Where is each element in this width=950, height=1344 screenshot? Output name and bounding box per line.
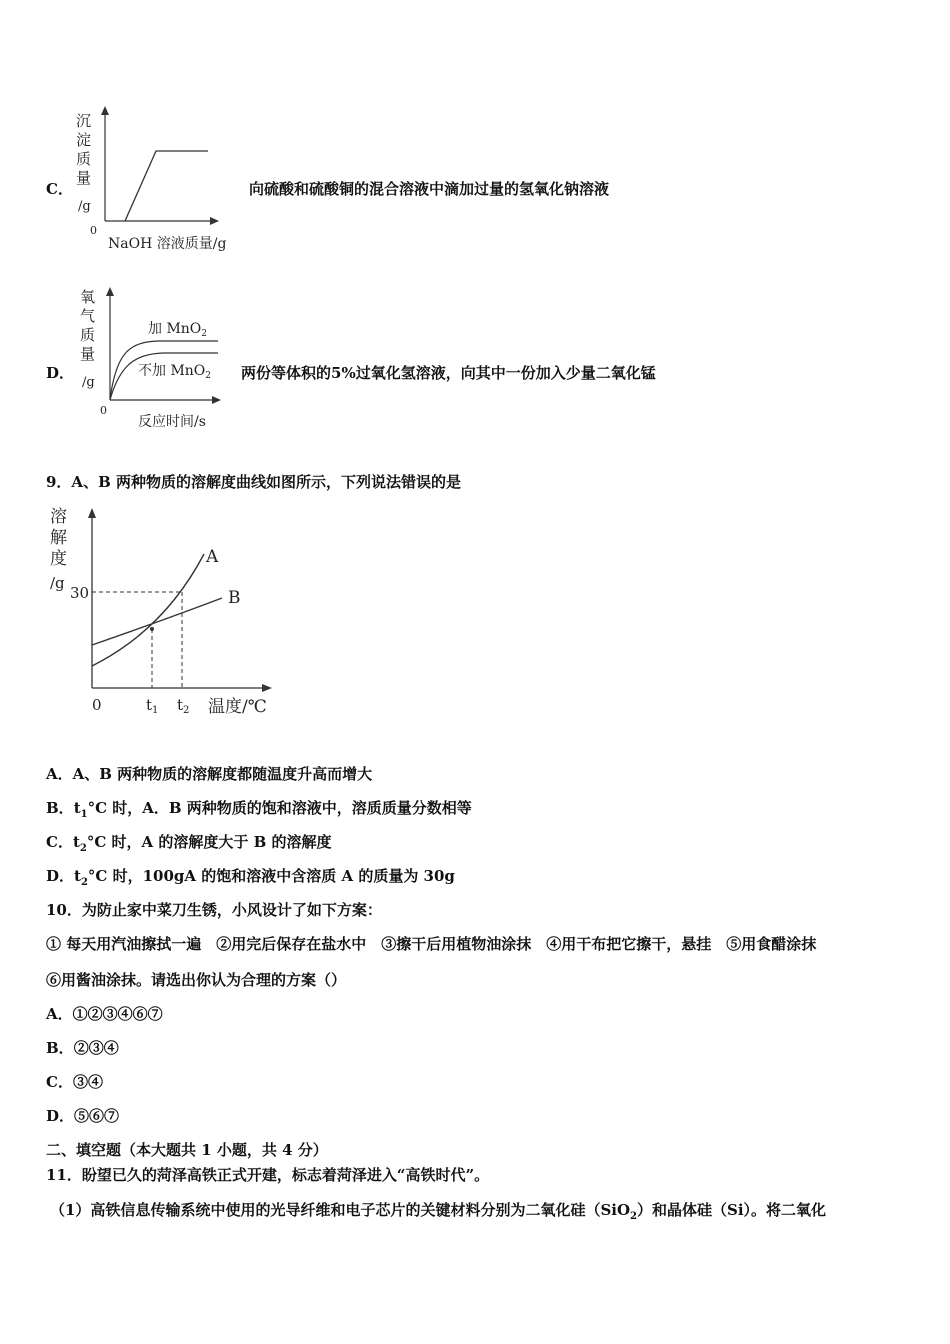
option-d-letter: D．	[46, 364, 75, 382]
x-axis-label: NaOH 溶液质量/g	[108, 236, 227, 252]
q10-option-a: A．①②③④⑥⑦	[46, 1005, 163, 1023]
ylabel-char: 淀	[76, 131, 92, 149]
ylabel-char: 质	[76, 150, 92, 168]
ylabel-char: 溶	[50, 507, 67, 527]
series-b-curve	[92, 598, 222, 645]
solubility-chart	[44, 500, 284, 722]
ylabel-char: /g	[82, 375, 95, 390]
origin-label: 0	[100, 404, 107, 417]
series-a-label: A	[206, 547, 219, 567]
q10-plans-line1: ① 每天用汽油擦拭一遍 ②用完后保存在盐水中 ③擦干后用植物油涂抹 ④用干布把它擦干，悬挂 ⑤用食醋涂抹	[46, 935, 817, 953]
tick-30: 30	[70, 584, 90, 602]
origin-label: 0	[92, 696, 102, 714]
precipitate-curve	[125, 151, 208, 221]
origin-label: 0	[90, 224, 97, 237]
option-c-letter: C．	[46, 180, 73, 198]
ylabel-char: 量	[76, 169, 92, 187]
ylabel-char: /g	[50, 574, 65, 592]
q11-stem: 11．盼望已久的菏泽高铁正式开建，标志着菏泽进入“高铁时代”。	[46, 1166, 490, 1184]
ylabel-char: 沉	[76, 112, 92, 130]
option-c-text: 向硫酸和硫酸铜的混合溶液中滴加过量的氢氧化钠溶液	[249, 180, 610, 198]
section-2-title: 二、填空题（本大题共 1 小题，共 4 分）	[46, 1141, 328, 1159]
q9-option-c: C．$t_2^\circ C$ 时，A 的溶解度大于 B 的溶解度	[46, 833, 332, 854]
option-d-text: 两份等体积的5%过氧化氢溶液，向其中一份加入少量二氧化锰	[241, 364, 656, 382]
oxygen-graph	[68, 282, 248, 432]
q9-stem: 9．A、B 两种物质的溶解度曲线如图所示，下列说法错误的是	[46, 473, 461, 491]
curve-label-without: 不加 MnO$_2$	[138, 363, 212, 381]
x-axis-arrow	[212, 396, 221, 404]
ylabel-char: 气	[80, 307, 96, 325]
series-b-label: B	[228, 588, 241, 608]
x-axis-label: 反应时间/s	[138, 414, 206, 430]
q10-option-b: B．②③④	[46, 1039, 119, 1057]
y-axis-arrow	[101, 106, 109, 115]
ylabel-char: 质	[80, 326, 96, 344]
q9-option-a: A．A、B 两种物质的溶解度都随温度升高而增大	[46, 765, 373, 783]
q11-subquestion-1: （1）高铁信息传输系统中使用的光导纤维和电子芯片的关键材料分别为二氧化硅（SiO$_2$）和晶体硅（Si）。将二氧化	[50, 1201, 827, 1222]
curve-label-with: 加 MnO$_2$	[148, 321, 208, 339]
ylabel-char: /g	[78, 199, 91, 214]
q9-option-d: D．$t_2^\circ C$ 时，100gA 的饱和溶液中含溶质 A 的质量为 30g	[46, 867, 455, 888]
x-axis-arrow	[262, 684, 272, 692]
precipitate-graph	[68, 100, 258, 260]
y-axis-arrow	[88, 508, 96, 518]
q10-stem: 10．为防止家中菜刀生锈，小风设计了如下方案：	[46, 901, 382, 919]
ylabel-char: 度	[50, 549, 67, 569]
graph-c-ylabel	[76, 112, 91, 214]
q10-option-c: C．③④	[46, 1073, 103, 1091]
q9-option-b: B．$t_1^\circ C$ 时，A．B 两种物质的饱和溶液中，溶质质量分数相等	[46, 799, 472, 820]
intersection-point	[150, 627, 154, 631]
q10-plans-line2: ⑥用酱油涂抹。请选出你认为合理的方案（）	[46, 971, 347, 989]
solubility-ylabel	[50, 507, 67, 592]
ylabel-char: 量	[80, 345, 96, 363]
x-axis-label: 温度/℃	[208, 697, 267, 717]
series-a-curve	[92, 554, 204, 666]
tick-t2: $t_2$	[177, 696, 190, 716]
x-axis-arrow	[210, 217, 219, 225]
q10-option-d: D．⑤⑥⑦	[46, 1107, 120, 1125]
tick-t1: $t_1$	[146, 696, 159, 716]
ylabel-char: 解	[50, 528, 67, 548]
ylabel-char: 氧	[80, 288, 96, 306]
graph-d-ylabel	[80, 288, 95, 390]
y-axis-arrow	[106, 287, 114, 296]
